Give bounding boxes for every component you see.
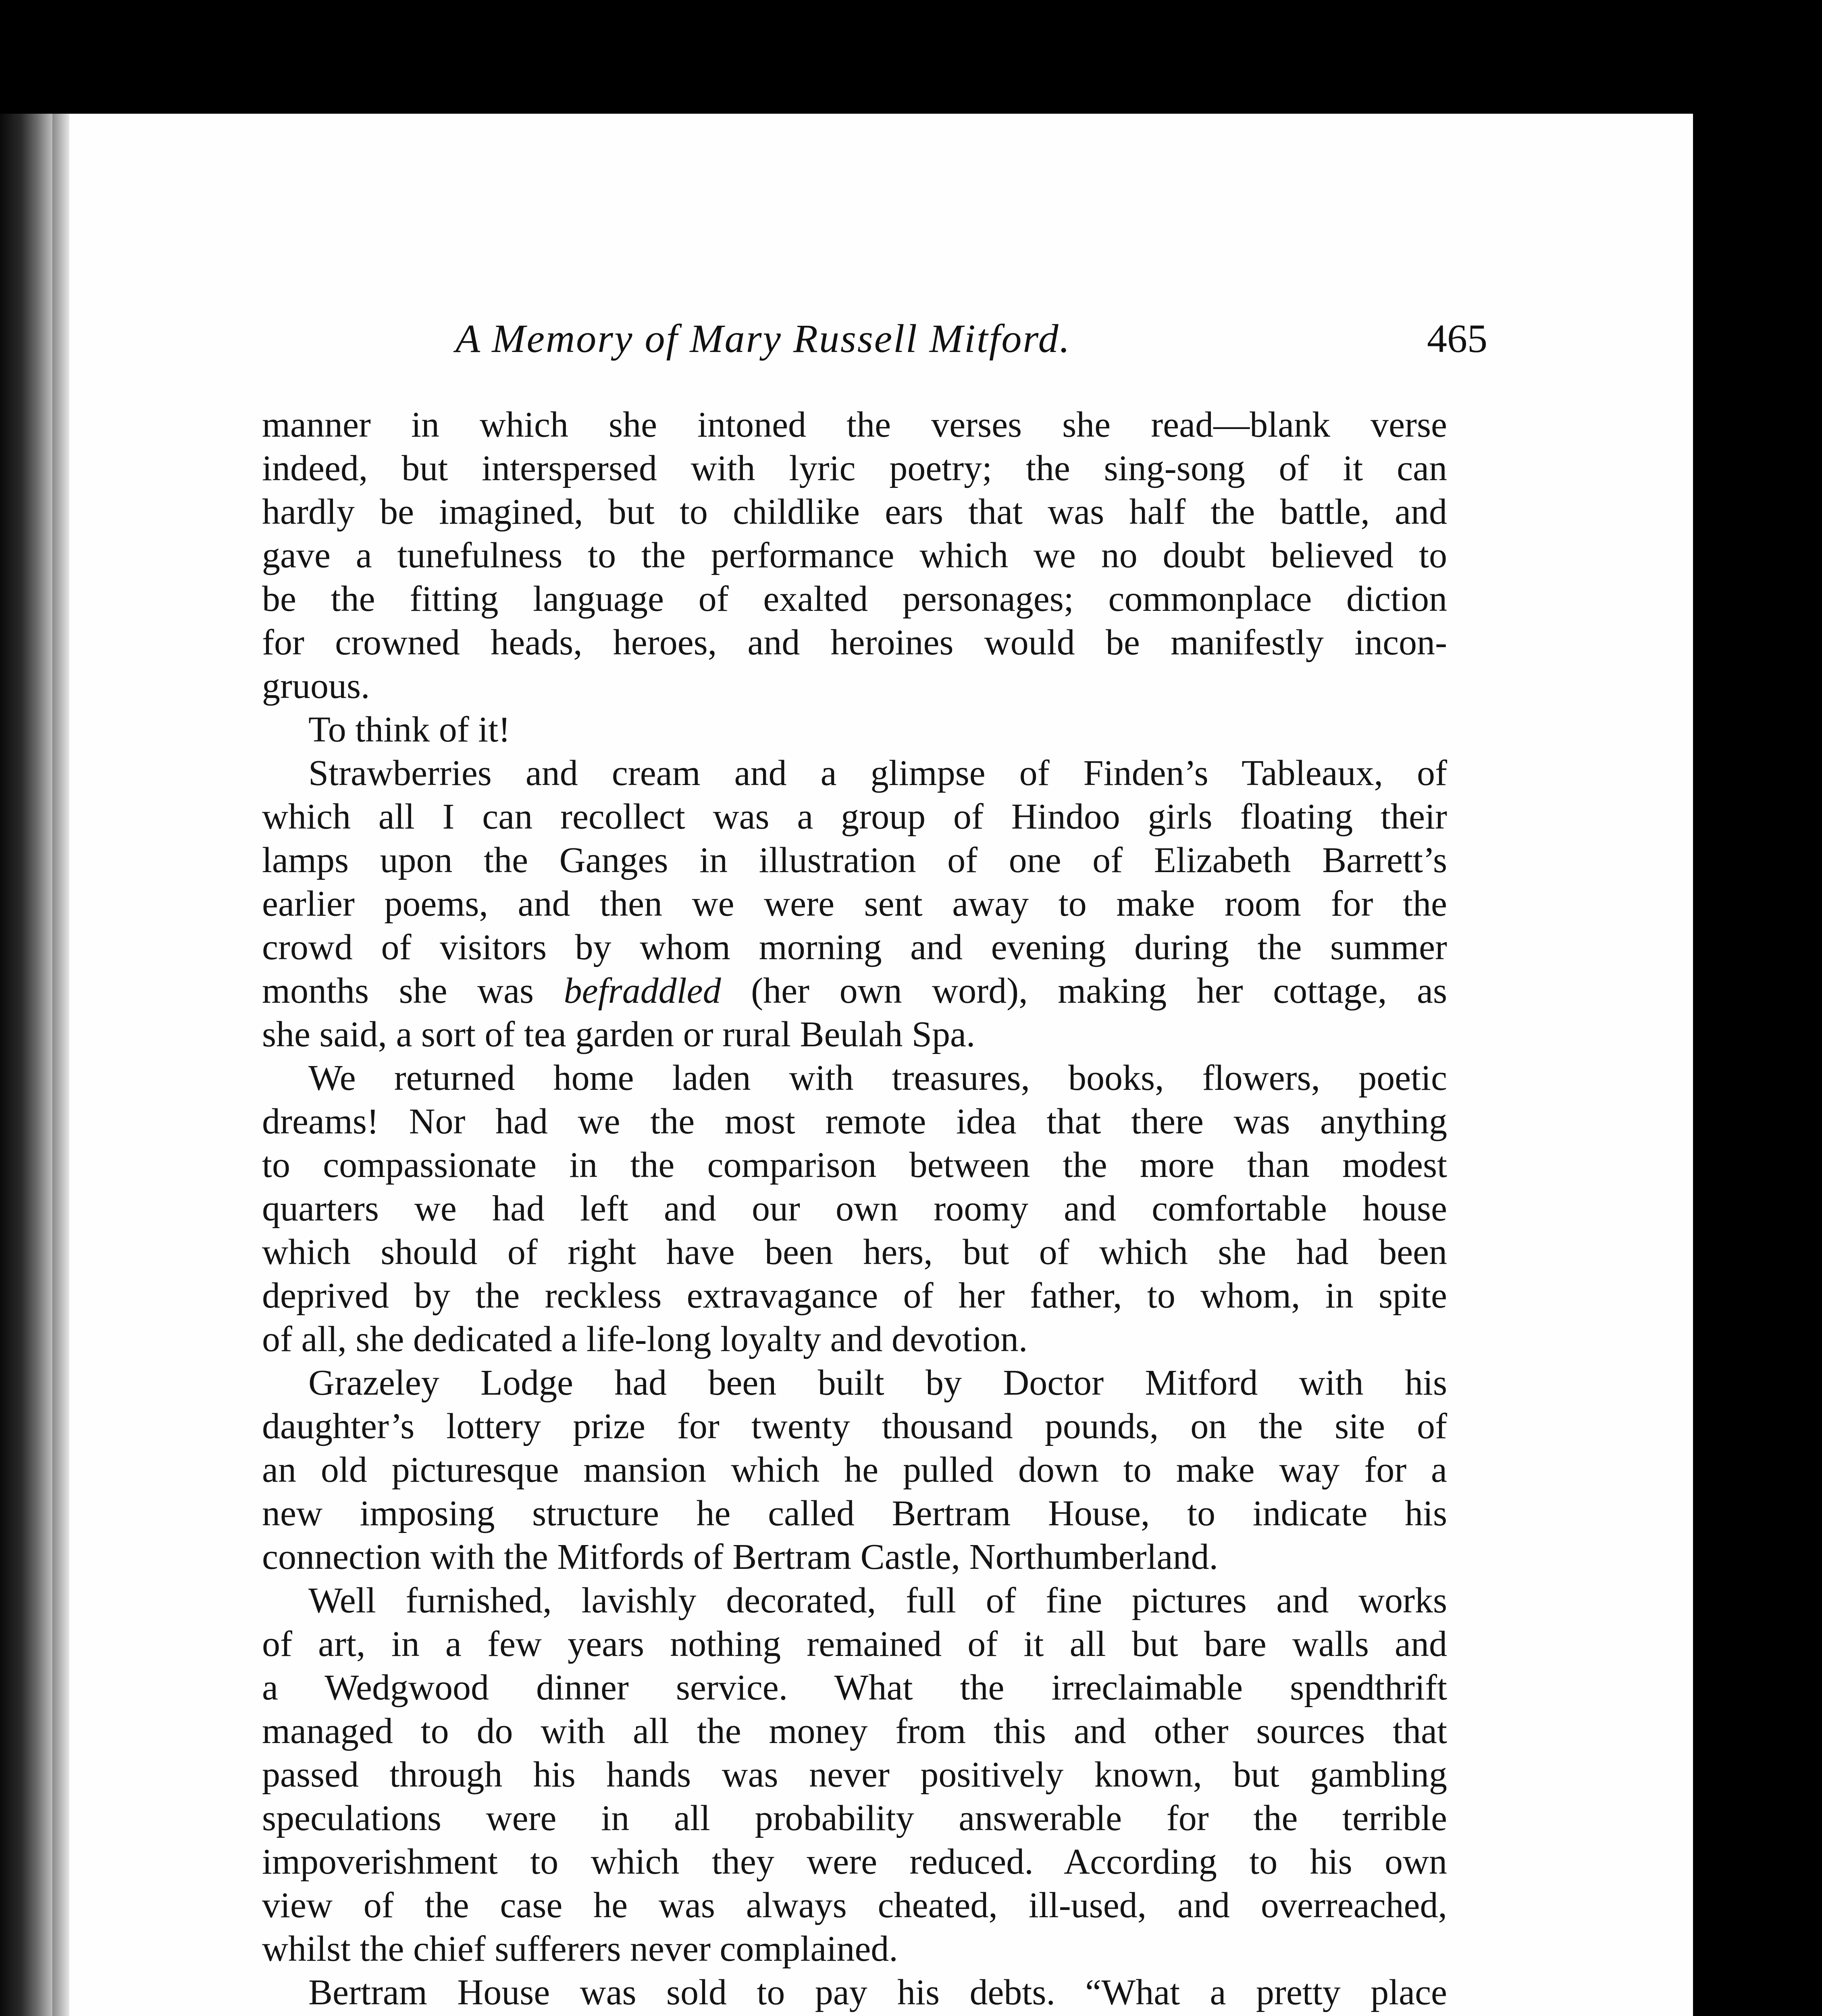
text-line: gave a tunefulness to the performance which we no doubt believed to [262, 535, 1447, 575]
text-line: daughter’s lottery prize for twenty thousand pounds, on the site of [262, 1406, 1447, 1446]
emphasis-word: befraddled [564, 971, 721, 1011]
page-edge [0, 114, 52, 2016]
text-line: be the fitting language of exalted personages; commonplace diction [262, 579, 1447, 619]
text-line: which should of right have been hers, but of which she had been [262, 1232, 1447, 1272]
text-line [262, 969, 1447, 1013]
text-line [262, 2014, 1447, 2016]
text-line: hardly be imagined, but to childlike ears that was half the battle, and [262, 492, 1447, 532]
page-number: 465 [1427, 316, 1487, 361]
text-line: managed to do with all the money from this and other sources that [262, 1711, 1447, 1751]
text-line: of art, in a few years nothing remained of it all but bare walls and [262, 1624, 1447, 1664]
text-line: which all I can recollect was a group of Hindoo girls floating their [262, 797, 1447, 837]
text-line: deprived by the reckless extravagance of her father, to whom, in spite [262, 1276, 1447, 1316]
text-line: passed through his hands was never positively known, but gambling [262, 1755, 1447, 1795]
text-line: lamps upon the Ganges in illustration of one of Elizabeth Barrett’s [262, 840, 1447, 880]
text-line: manner in which she intoned the verses she read—blank verse [262, 405, 1447, 445]
text-line: to compassionate in the comparison between the more than modest [262, 1145, 1447, 1185]
text-line: We returned home laden with treasures, books, flowers, poetic [308, 1058, 1447, 1098]
text-line: Bertram House was sold to pay his debts. “What a pretty place [308, 1972, 1447, 2012]
text-line: for crowned heads, heroes, and heroines would be manifestly incon- [262, 623, 1447, 662]
text-line: view of the case he was always cheated, ill-used, and overreached, [262, 1885, 1447, 1925]
text-line: Grazeley Lodge had been built by Doctor Mitford with his [308, 1363, 1447, 1403]
text-line: Strawberries and cream and a glimpse of Finden’s Tableaux, of [308, 753, 1447, 793]
text-line: a Wedgwood dinner service. What the irreclaimable spendthrift [262, 1668, 1447, 1708]
text-line: connection with the Mitfords of Bertram Castle, Northumberland. [262, 1537, 1218, 1577]
text-line: of all, she dedicated a life-long loyalty and devotion. [262, 1319, 1028, 1359]
text-line: Well furnished, lavishly decorated, full of fine pictures and works [308, 1581, 1447, 1620]
text-line: dreams! Nor had we the most remote idea that there was anything [262, 1102, 1447, 1141]
text-line: crowd of visitors by whom morning and evening during the summer [262, 927, 1447, 967]
running-title: A Memory of Mary Russell Mitford. [456, 316, 1071, 361]
text-segment: (her own word), making her cottage, as [721, 971, 1447, 1011]
text-line: quarters we had left and our own roomy and comfortable house [262, 1189, 1447, 1229]
text-line: speculations were in all probability answerable for the terrible [262, 1798, 1447, 1838]
text-segment: months she was [262, 971, 564, 1011]
page-header [456, 310, 1487, 367]
text-line: earlier poems, and then we were sent away to make room for the [262, 884, 1447, 924]
body-text [262, 403, 1447, 2016]
text-line: she said, a sort of tea garden or rural Beulah Spa. [262, 1014, 975, 1054]
text-line: whilst the chief sufferers never complained. [262, 1929, 898, 1969]
text-line: new imposing structure he called Bertram House, to indicate his [262, 1493, 1447, 1533]
text-line: indeed, but interspersed with lyric poetry; the sing-song of it can [262, 448, 1447, 488]
text-line: gruous. [262, 666, 370, 706]
text-line: impoverishment to which they were reduced. According to his own [262, 1842, 1447, 1882]
page-spine-shadow [52, 114, 69, 2016]
text-line: an old picturesque mansion which he pulled down to make way for a [262, 1450, 1447, 1490]
text-line: To think of it! [308, 710, 511, 750]
